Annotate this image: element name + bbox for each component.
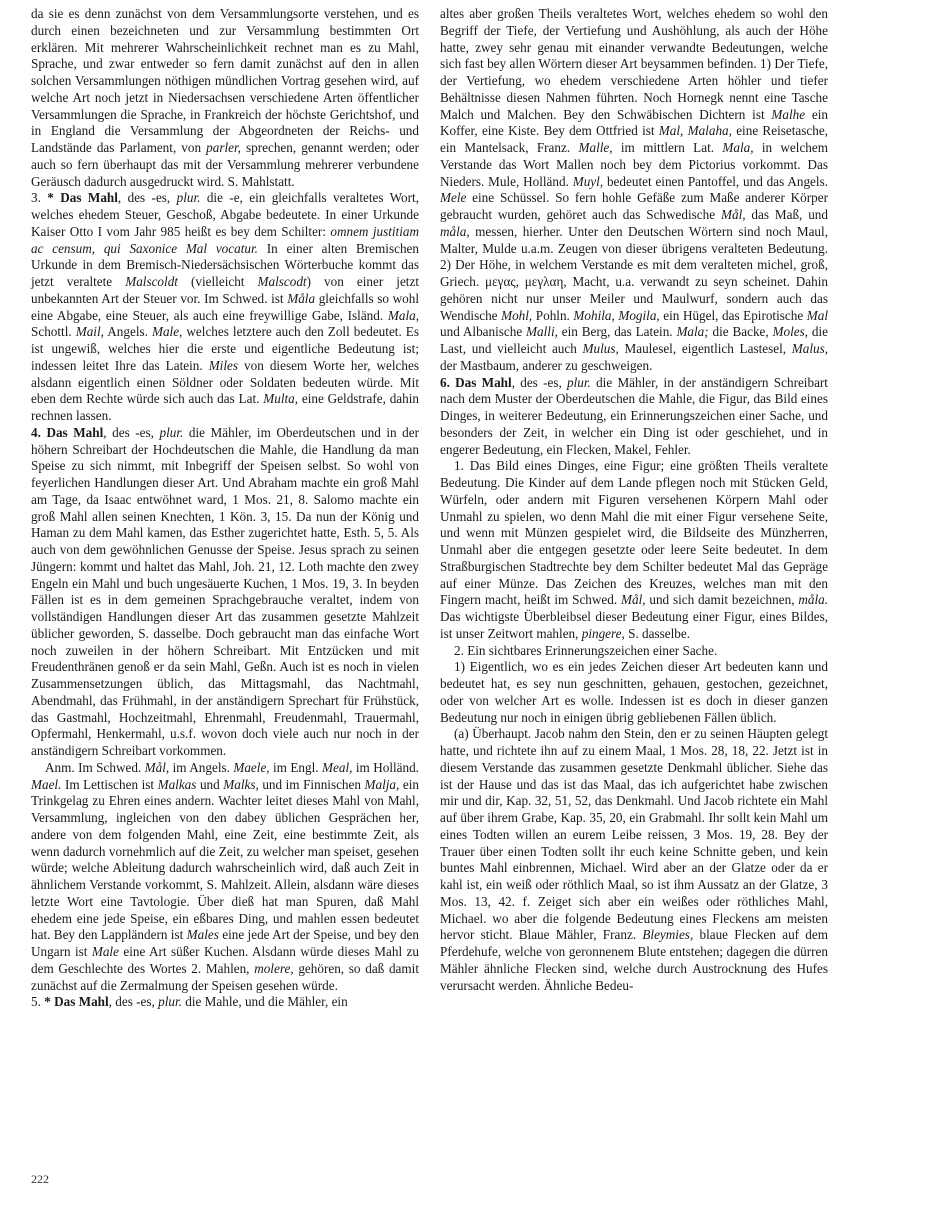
entry-6-das-mahl [440,375,828,459]
italic-term: måla. [798,592,828,608]
headword: 6. Das Mahl [440,374,512,390]
text-run: bedeutet einen Pantoffel, und das Angels. [603,173,828,189]
text-run: ein Hügel, das Epirotische [659,307,807,323]
italic-term: Mohl, [501,307,533,323]
text-run: eine jede Art der Speise, und bey den Ungarn ist [31,927,419,959]
italic-term: Malus, [791,341,829,356]
text-run: eine Geldstrafe, dahin rechnen lassen. [31,391,419,423]
text-run: altes aber großen Theils veraltetes Wort, welches ehedem so wohl den Begriff der Tiefe, der Vertiefung und Aushöhlung, als auch der Höhe hatte, zwey sehr genau mit einander verwandte Bedeutungen, welche sich fast bey allen Wörtern dieser Art beysammen befinden. 1) Der Tiefe, der Vertiefung, wo ehedem verschiedene Arten höhler und tiefer Behältnisse diesen Nahmen führten. Noch Hornegk nennt eine Tasche Malch und Malchen. Bey den Schwäbischen Dichtern ist [440,6,828,122]
sense-2-1-a-ueberhaupt [440,726,828,994]
text-run: S. dasselbe. [624,625,691,641]
text-run: , des -es, [108,994,159,1010]
italic-term: Multa, [263,391,299,407]
italic-term: Malja, [364,776,400,792]
text-run: 1. Das Bild eines Dinges, eine Figur; eine größten Theils veraltete Bedeutung. Die Kinder auf dem Lande pflegen noch mit Stücken Geld, Würfeln, oder andern mit Figuren versehenen Körpern Mahl oder Unmahl zu spielen, wo denn Mahl die mit einer Figur versehene Seite, und wenn mit Münzen gespielet wird, die Bildseite des Münzherren, Unmahl aber die entgegen gesetzte oder leere Seite bedeutet. In dem Straßburgischen Stadtrechte bey dem Schilter bedeutet Mal das Gepräge auf einer Münze. Das Zeichen des Kreuzes, welches man mit den Fingern macht, heißt im Schwed. [440,458,828,608]
italic-term: Mail, [75,324,104,340]
text-run: Maulesel, eigentlich Lastesel, [618,341,792,356]
text-run: im mittlern Lat. [612,140,723,155]
italic-term: Mal [806,307,828,323]
text-run: (a) Überhaupt. Jacob nahm den Stein, den er zu seinen Häupten gelegt hatte, und richtete ihn auf zu einem Maal, 1 Mos. 28, 18, 22. Jetzt ist in diesem Verstande das zusammen gesetzte Denkmahl üblicher. Siehe das ist der Hause und das ist das Maal, das ich aufgerichtet habe zwischen mir und dir, Kap. 32, 51, 52, das Denkmahl. Und Jacob richtete ein Mahl auf über ihrem Grabe, Kap. 35, 20, ein Grabmahl. Ihr sollt kein Mahl um eines Todten willen an eurem Leibe reissen, 3 Mos. 19, 28. Bey der Trauer über einen Todten sollt ihr euch keine Schnitte geben, und kein buntes Mahl einbrennen, Michael. Wird aber an der Glatze oder da er kahl ist, ein weiß oder röthlich Maal, so ist ihm Aussatz an der Glatze, 3 Mos. 13, 42. f. Zeiget sich aber ein weißes oder röthliches Mahl, Michael. wo aber die folgende Bedeutung eines Fleckens am meisten hervor sticht. Blaue Mähler, Franz. [440,726,828,943]
text-run: gleichfalls so wohl eine Abgabe, eine Steuer, als auch eine freywillige Gabe, Isländ. [31,290,419,323]
text-run: der Mastbaum, anderer zu geschweigen. [440,357,653,373]
entry-3-das-mahl [31,190,419,425]
italic-term: parler, [206,140,241,155]
text-run: und Albanische [440,324,527,340]
headword: * Das Mahl [44,994,109,1010]
text-run: die -e, ein gleichfalls veraltetes Wort, welches ehedem Steuer, Geschoß, Abgabe bedeutete. In einer Urkunde Kaiser Otto I vom Jahr 985 heißt es bey dem Schilter: [31,190,420,239]
italic-term: Male, [151,324,183,340]
text-run: und sich damit bezeichnen, [645,592,799,608]
text-run: eine Schüssel. So fern hohle Gefäße zum Maße anderer Körper gebraucht wurden, gehöret auch das Schwedische [440,190,828,222]
text-run: da sie es denn zunächst von dem Versammlungsorte verstehen, und es durch einen bezeichneten und zur Versammlung bestimmten Ort erklären. Mit mehrerer Wahrscheinlichkeit rechnet man es zu Mahl, Sprache, und zwar entweder so fern damit zunächst auf den in allen solchen Versammlungen nöthigen mündlichen Vortrag gesehen wird, auf welche Art noch jetzt in Niedersachsen verschiedene Arten öffentlicher Versammlungen die Sprache, in Frankreich der höchste Gerichtshof, und in England die Versammlung der Abgeordneten der Reichs- und Landstände das Parlament, von [31,6,419,155]
text-run: , des -es, [103,424,160,440]
italic-term: Miles [208,357,238,373]
italic-term: Mulus, [582,341,619,356]
text-run: die Mähler, in der anständigern Schreibart nach dem Muster der Oberdeutschen die Mahle, die Figur, das Bild eines Dinges, in weiterer Bedeutung, ein Erinnerungszeichen einer Sache, und besonders der Zeit, in welcher ein Ding ist oder geschiehet, und in engerer Bedeutung, ein Flecken, Makel, Fehler. [440,374,828,457]
text-run: im Angels. [169,759,234,775]
text-run: und [196,776,224,792]
text-run: Pohln. [532,307,574,323]
text-run: blaue Flecken auf dem Pferdehufe, welche von geronnenem Blute entstehen; dagegen die dürren Mähler ähnliche Flecken sind, welche durch Austrocknung des Hufes verursacht werden. Ähnliche Bedeu- [440,927,828,993]
text-run: 3. [31,190,48,206]
italic-term: pingere, [581,625,625,641]
sense-2-1-eigentlich [440,659,828,726]
text-run: Anm. Im Schwed. [45,759,145,775]
text-run: in welchem Verstande das Wort Mallen noch bey dem Pictorius vorkommt. Das Nieders. Mule, Holländ. [440,140,829,189]
text-run: und im Finnischen [258,776,365,792]
sense-1-bild [440,458,828,642]
italic-term: Males [186,927,219,943]
italic-term: Male [91,944,119,959]
text-run: welches letztere auch den Zoll bedeutet. Es ist ungewiß, welches hier die erste und eigentliche Bedeutung ist; indessen leitet Ihre das Latein. [31,324,419,373]
italic-term: Mohila, Mogila, [573,307,660,323]
italic-term: Maele, [233,759,270,775]
text-run: (vielleicht [177,274,258,289]
italic-term: Malli, [526,324,558,340]
text-run: Das wichtigste Überbleibsel dieser Bedeutung einer Figur, eines Bildes, ist unser Zeitwort mahlen, [440,609,828,641]
entry-4-annotation [31,760,419,995]
italic-term: plur. [158,994,182,1010]
text-run: die Mahle, und die Mähler, ein [181,994,348,1010]
text-run: im Holländ. [352,759,419,775]
left-column [31,6,419,1011]
paragraph-versammlung-continuation [31,6,419,190]
text-run: 1) Eigentlich, wo es ein jedes Zeichen dieser Art bedeuten kann und bedeutet hat, es sey nun geschnitten, gehauen, gestochen, gezeichnet, oder von welcher Art es wolle. Indessen ist es doch in dieser ganzen Bedeutung nur noch in einigen übrig gebliebenen Fällen üblich. [440,659,828,725]
italic-term: Mael. [31,776,62,792]
entry-5-continuation [440,6,828,375]
italic-term: Mål, [144,759,170,775]
text-run: sprechen, genannt werden; oder auch so fern überhaupt das mit der Versammlung mehrerer verbundene Geräusch dadurch ausgedruckt wird. S. Mahlstatt. [31,140,419,189]
headword: * Das Mahl [47,190,118,206]
text-run: ein Koffer, eine Kiste. Bey dem Ottfried ist [440,106,828,139]
text-run: messen, hierher. Unter den Deutschen Wörtern sind noch Maul, Malter, Mulde u.a.m. Zeugen von dieser übrigens veralteten Bedeutung. 2) Der Höhe, in welchem Verstande es mit dem veralteten michel, groß, Griech. μεγας, μεγλαη, Macht, u.a. verwandt zu seyn scheinet. Dahin gehören nicht nur unser Meiler und Maulwurf, sondern auch das Wendische [440,223,828,323]
italic-term: Malks, [223,776,259,792]
italic-term: Mål, [621,592,646,608]
italic-term: Malhe [771,106,806,122]
italic-term: Malle, [578,140,613,155]
italic-term: Bleymies, [642,927,694,943]
italic-term: Muyl, [572,173,604,189]
italic-term: Malscodt [257,274,307,289]
italic-term: Mal, Malaha, [658,123,732,139]
text-run: ein Trinkgelag zu Ehren eines andern. Wachter leitet dieses Mahl von Mahl, Versammlung, ingleichen von den dabey üblichen Gesprächen her, andere von dem folgenden Mahl, eine Zeit, eine bestimmte Zeit, als wenn dadurch vornehmlich auf die Zeit, zu welcher man speiset, gesehen würde; welche Ableitung dadurch wahrscheinlich wird, daß auch Zeit in ähnlichem Verstande vorkommt, S. Mahlzeit. Allein, alsdann wäre dieses letzte Wort eine Tavtologie. Über dieß hat man Spuren, daß Mahl ehedem eine jede Speise, ein eßbares Ding, und mahlen essen bedeutet hat. Bey den Lappländern ist [31,776,419,943]
text-run: , des -es, [117,190,177,206]
italic-term: omnem justitiam ac censum, qui Saxonice Mal vocatur. [31,223,419,256]
text-run: im Engl. [269,759,323,775]
italic-term: Malscoldt [125,274,178,289]
text-run: eine Reisetasche, ein Mantelsack, Franz. [440,123,828,155]
italic-term: Mala, [387,307,419,323]
entry-5-das-mahl [31,994,419,1011]
italic-term: Meal, [322,759,353,775]
text-run: 5. [31,994,45,1010]
italic-term: Måla [287,290,316,306]
italic-term: plur. [159,424,184,440]
page-number: 222 [31,1172,49,1186]
text-run: die Last, und vielleicht auch [440,324,828,356]
text-run: Im Lettischen ist [61,776,158,792]
italic-term: Mele [440,190,467,206]
text-run: gehören, so daß damit zunächst auf die Zermalmung der Speisen gesehen würde. [31,960,419,993]
text-run: In einer alten Bremischen Urkunde in dem Bremisch-Niedersächsischen Wörterbuche kommt das jetzt veraltete [31,240,419,289]
text-run: von diesem Worte her, welches alsdann eigentlich einen Söldner oder Soldaten bedeuten würde. Mit eben dem Rechte würde sich auch das Lat. [31,357,419,407]
text-run: eine Art süßer Kuchen. Alsdann würde dieses Mahl zu dem Geschlechte des Wortes 2. Mahlen, [31,944,419,976]
text-run: die Backe, [708,324,773,340]
text-run: Schottl. [31,324,76,340]
text-run: 2. Ein sichtbares Erinnerungszeichen einer Sache. [454,642,718,658]
italic-term: Mala; [676,324,709,340]
italic-term: Moles, [772,324,809,340]
sense-2-erinnerungszeichen [440,643,828,660]
headword: 4. Das Mahl [31,424,104,440]
italic-term: molere, [254,960,294,976]
italic-term: Mala, [722,140,754,155]
entry-4-das-mahl [31,425,419,760]
italic-term: plur. [567,374,591,390]
text-run: das Maß, und [745,207,828,222]
italic-term: plur. [176,190,201,206]
text-run: die Mähler, im Oberdeutschen und in der höhern Schreibart der Hochdeutschen die Mahle, die Handlung da man Speise zu sich nimmt, mit Inbegriff der Speisen selbst. So wohl von feyerlichen Handlungen dieser Art. Und Abraham machte ein groß Mahl am Tage, da Isaac entwöhnet ward, 1 Mos. 21, 8. Salomo machte ein groß Mahl allen seinen Knechten, 1 Kön. 3, 15. Da nun der König und Haman zu dem Mahl kamen, das Esther zugerichtet hatte, Esth. 5, 5. Als auch von dem gewöhnlichen Genusse der Speise. Jesus sprach zu seinen Jüngern: kommt und haltet das Mahl, Joh. 21, 12. Loth machte den zwey Engeln ein Mahl und buch ungesäuerte Kuchen, 1 Mos. 19, 3. In beyden Fällen ist es in dem gemeinen Sprachgebrauche veraltet, indem von vollständigen Handlungen dieser Art das zusammen gesetzte Mahlzeit üblicher geworden, S. dasselbe. Doch gebraucht man das einfache Wort noch zuweilen in der höhern Schreibart. Mit Entzücken und mit Freudenthränen genoß er da sein Mahl, Geßn. Auch ist es noch in vielen Zusammensetzungen üblich, das Mittagsmahl, das Nachtmahl, Abendmahl, das Frühmahl, in der anständigern Sprechart für Frühstück, das Gastmahl, Hochzeitmahl, Ehrenmahl, Freudenmahl, Trauermahl, Opfermahl, Henkermahl, u.s.f. wovon doch viele auch nur noch in der anständigern Schreibart vorkommen. [31,424,419,758]
text-run: Angels. [103,324,152,340]
text-run: ) von einer jetzt unbekannten Art der Steuer vor. Im Schwed. ist [31,274,419,306]
italic-term: Malkas [157,776,197,792]
italic-term: måla, [440,223,470,239]
text-run: ein Berg, das Latein. [557,324,677,340]
italic-term: Mål, [720,207,746,222]
right-column [440,6,828,994]
text-run: , des -es, [511,374,567,390]
